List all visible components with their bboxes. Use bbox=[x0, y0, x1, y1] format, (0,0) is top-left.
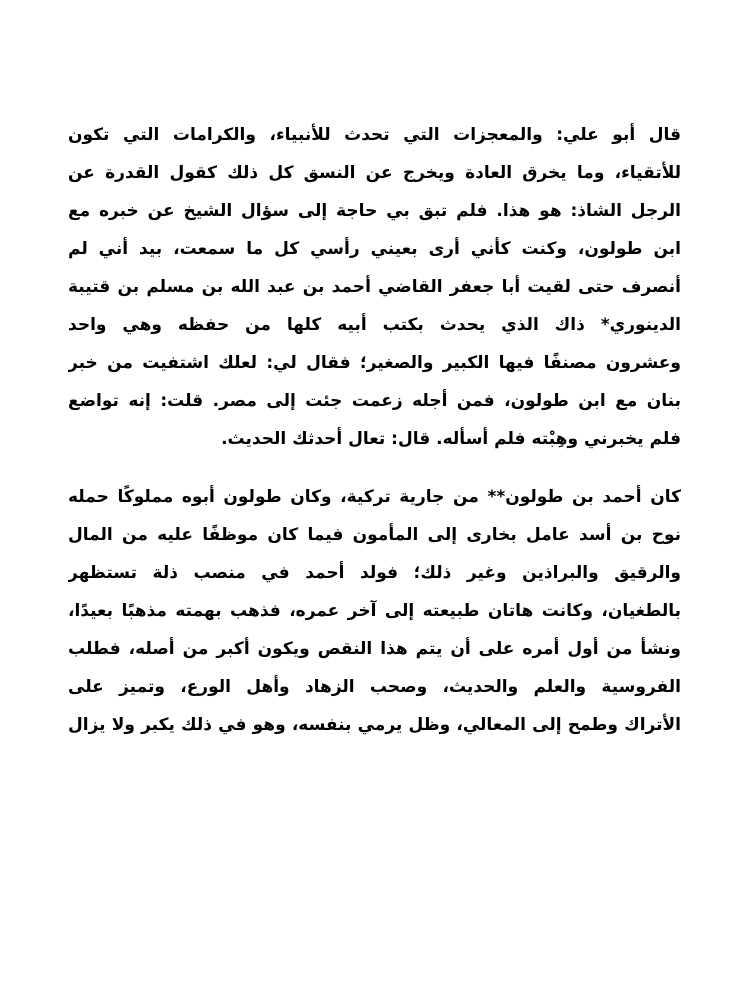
text-line: الدينوري* ذاك الذي يحدث بكتب أبيه كلها من حفظه وهي واحد bbox=[68, 315, 681, 335]
text-line: وعشرون مصنفًا فيها الكبير والصغير؛ فقال لي: لعلك اشتفيت من خبر bbox=[68, 353, 681, 373]
text-line: للأتقياء، وما يخرق العادة ويخرج عن النسق كل ذلك كقول القدرة عن bbox=[68, 163, 681, 183]
text-line: أنصرف حتى لقيت أبا جعفر القاضي أحمد بن عبد الله بن مسلم بن قتيبة bbox=[68, 277, 681, 297]
text-line: كان أحمد بن طولون** من جارية تركية، وكان طولون أبوه مملوكًا حمله bbox=[68, 487, 681, 507]
paragraph-2 bbox=[68, 478, 681, 744]
text-line: والرقيق والبراذين وغير ذلك؛ فولد أحمد في منصب ذلة تستظهر bbox=[68, 563, 681, 583]
document-page bbox=[68, 116, 681, 744]
text-line: ونشأ من أول أمره على أن يتم هذا النقص ويكون أكبر من أصله، فطلب bbox=[68, 639, 681, 659]
text-line: ابن طولون، وكنت كأني أرى بعيني رأسي كل ما سمعت، بيد أني لم bbox=[68, 239, 681, 259]
paragraph-1 bbox=[68, 116, 681, 458]
text-line: بنان مع ابن طولون، فمن أجله زعمت جئت إلى مصر. قلت: إنه تواضع bbox=[68, 391, 681, 411]
text-line: الرجل الشاذ: هو هذا. فلم تبق بي حاجة إلى سؤال الشيخ عن خبره مع bbox=[68, 201, 681, 221]
text-line: الأتراك وطمح إلى المعالي، وظل يرمي بنفسه، وهو في ذلك يكبر ولا يزال bbox=[68, 715, 681, 735]
text-line: نوح بن أسد عامل بخارى إلى المأمون فيما كان موظفًا عليه من المال bbox=[68, 525, 681, 545]
text-line: فلم يخبرني وهِبْته فلم أسأله. قال: تعال أحدثك الحديث. bbox=[221, 429, 681, 449]
text-line: الفروسية والعلم والحديث، وصحب الزهاد وأهل الورع، وتميز على bbox=[68, 677, 681, 697]
text-line: بالطغيان، وكانت هاتان طبيعته إلى آخر عمره، فذهب بهمته مذهبًا بعيدًا، bbox=[68, 601, 681, 621]
text-line: قال أبو علي: والمعجزات التي تحدث للأنبياء، والكرامات التي تكون bbox=[68, 125, 681, 145]
